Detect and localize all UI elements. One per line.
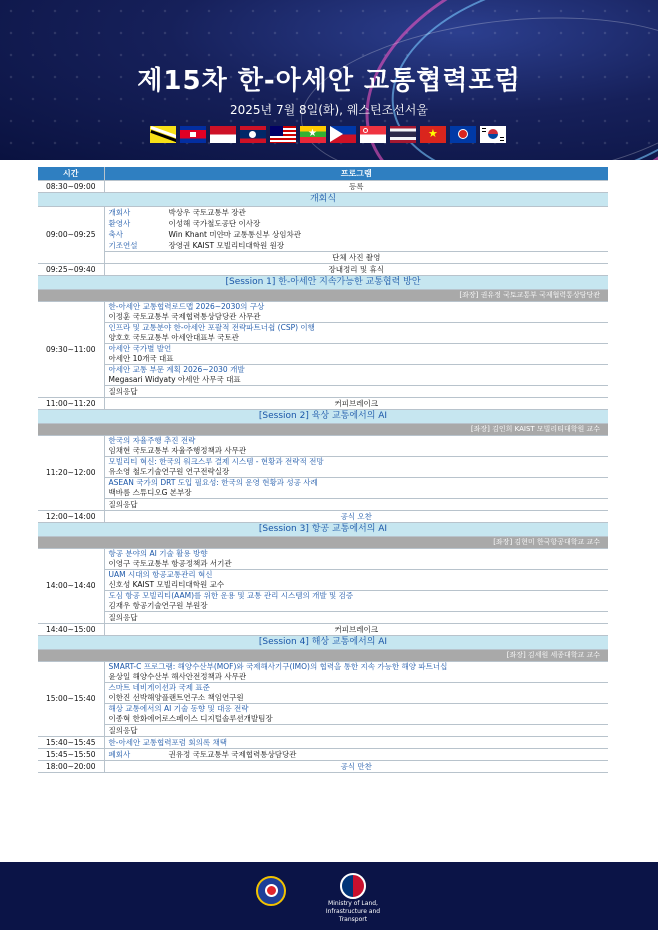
talk-speaker: 김재우 항공기술연구원 부원장 [108,600,208,610]
qa-cell: 질의응답 [104,611,608,623]
philippines-flag-icon [330,126,356,143]
role-person: 이성해 국가철도공단 이사장 [168,218,261,228]
time-cell: 08:30~09:00 [38,180,104,192]
program-cell: 한-아세안 교통협력포럼 회의록 채택 [104,736,608,748]
table-row [38,760,608,772]
time-cell: 09:25~09:40 [38,263,104,275]
talk-speaker: 이정훈 국토교통부 국제협력통상담당관 사무관 [108,311,261,321]
table-row [38,736,608,748]
opening-roles [104,206,608,251]
chair-row [38,649,608,661]
chair-row [38,289,608,301]
session-title: [Session 3] 항공 교통에서의 AI [38,522,608,536]
talk-title: UAM 시대의 항공교통관리 혁신 [108,569,213,579]
talk-item [104,569,608,590]
talk-title: 스마트 네비게이션과 국제 표준 [108,682,210,692]
talk-title: 도심 항공 모빌리티(AAM)를 위한 운용 및 교통 관리 시스템의 개발 및 검증 [108,590,354,600]
table-row [38,748,608,760]
role-line [109,229,605,240]
talk-title: 해상 교통에서의 AI 기술 동향 및 대응 전략 [108,703,249,713]
singapore-flag-icon [360,126,386,143]
talk-title: 모빌리티 혁신: 한국의 워크스루 결제 시스템 - 현황과 전략적 전망 [108,456,324,466]
asean-logo-icon [256,876,286,906]
program-cell: 커피브레이크 [104,397,608,409]
talk-speaker: 윤상일 해양수산부 해사안전정책과 사무관 [108,671,247,681]
session-chair: [좌장] 김세원 세종대학교 교수 [38,649,608,661]
session-header [38,522,608,536]
malaysia-flag-icon [270,126,296,143]
session-header [38,275,608,289]
talk-item [104,682,608,703]
chair-row [38,423,608,435]
time-cell: 18:00~20:00 [38,760,104,772]
thailand-flag-icon [390,126,416,143]
talk-speaker: Megasari Widyaty 아세안 사무국 대표 [108,374,241,384]
talk-title: 아세안 국가별 발언 [108,343,172,353]
role-label: 환영사 [108,218,131,228]
time-cell: 15:45~15:50 [38,748,104,760]
talk-item [104,435,608,456]
role-person: 권유정 국토교통부 국제협력통상담당관 [168,749,297,759]
program-cell: 공식 만찬 [104,760,608,772]
talk-item [104,343,608,364]
chair-row [38,536,608,548]
table-row [38,611,608,623]
time-column-header: 시간 [38,167,104,180]
role-person: 박상우 국토교통부 장관 [168,207,246,217]
session-chair: [좌장] 권유정 국토교통부 국제협력통상담당관 [38,289,608,301]
table-row [38,623,608,635]
session-chair: [좌장] 김현미 한국항공대학교 교수 [38,536,608,548]
schedule-table [38,167,608,773]
laos-flag-icon [240,126,266,143]
time-cell: 11:20~12:00 [38,435,104,510]
table-row [38,703,608,724]
qa-cell: 질의응답 [104,724,608,736]
talk-speaker: 양호호 국토교통부 아세안대표부 국토관 [108,332,239,342]
table-row [38,343,608,364]
myanmar-flag-icon: ★ [300,126,326,143]
page-title: 제15차 한-아세안 교통협력포럼 [137,66,521,96]
table-row [38,385,608,397]
table-row [38,397,608,409]
cambodia-flag-icon [180,126,206,143]
talk-item [104,322,608,343]
table-row [38,498,608,510]
talk-speaker: 이한진 선박해양플랜트연구소 책임연구원 [108,692,244,702]
program-cell: 커피브레이크 [104,623,608,635]
program-cell: 등록 [104,180,608,192]
talk-title: 아세안 교통 부문 계획 2026~2030 개발 [108,364,245,374]
talk-title: 한-아세안 교통협력로드맵 2026~2030의 구상 [108,301,265,311]
asean-flag-icon [450,126,476,143]
talk-item [104,703,608,724]
role-line [109,207,605,218]
talk-speaker: 신호성 KAIST 모빌리티대학원 교수 [108,579,225,589]
table-row [38,263,608,275]
talk-title: 인프라 및 교통분야 한-아세안 포괄적 전략파트너쉽 (CSP) 이행 [108,322,315,332]
talk-item [104,661,608,682]
event-date-venue: 2025년 7월 8일(화), 웨스틴조선서울 [230,103,428,117]
session-header [38,635,608,649]
time-cell: 09:30~11:00 [38,301,104,397]
talk-speaker: 백바름 스튜디오G 본부장 [108,487,192,497]
table-row [38,724,608,736]
talk-title: 한국의 자율주행 추진 전략 [108,435,196,445]
role-label: 기조연설 [108,240,138,250]
talk-item [104,548,608,569]
table-row [38,510,608,522]
time-cell: 15:40~15:45 [38,736,104,748]
talk-speaker: 아세안 10개국 대표 [108,353,174,363]
table-row [38,206,608,251]
role-label: 개회사 [108,207,131,217]
table-row [38,477,608,498]
role-person: 장영권 KAIST 모빌리티대학원 원장 [168,240,285,250]
table-header [38,167,608,180]
talk-speaker: 이종혁 한화에어로스페이스 디지털솔루션개발팀장 [108,713,273,723]
table-row [38,435,608,456]
program-cell: 단체 사진 촬영 [104,251,608,263]
table-row [38,364,608,385]
role-label: 폐회사 [108,749,131,759]
table-row [38,590,608,611]
table-row [38,322,608,343]
talk-title: 항공 분야의 AI 기술 활용 방향 [108,548,208,558]
program-cell [104,748,608,760]
qa-cell: 질의응답 [104,498,608,510]
role-person: Win Khant 미얀마 교통통신부 상임차관 [168,229,302,239]
talk-item [104,364,608,385]
table-row [38,301,608,322]
time-cell: 12:00~14:00 [38,510,104,522]
role-line [109,749,605,760]
time-cell: 09:00~09:25 [38,206,104,263]
program-cell: 장내정리 및 휴식 [104,263,608,275]
table-row [38,569,608,590]
time-cell: 15:00~15:40 [38,661,104,736]
table-row [38,682,608,703]
session-title: [Session 2] 육상 교통에서의 AI [38,409,608,423]
session-title: [Session 4] 해상 교통에서의 AI [38,635,608,649]
talk-speaker: 유소영 철도기술연구원 연구전략실장 [108,466,230,476]
talk-speaker: 이영구 국토교통부 항공정책과 서기관 [108,558,232,568]
talk-speaker: 임채현 국토교통부 자율주행정책과 사무관 [108,445,247,455]
talk-item [104,301,608,322]
talk-title: ASEAN 국가의 DRT 도입 필요성: 한국의 운영 현황과 성공 사례 [108,477,318,487]
talk-title: SMART-C 프로그램: 해양수산부(MOF)와 국제해사기구(IMO)의 협력을 통한 지속 가능한 해양 파트너십 [108,661,448,671]
section-title: 개회식 [38,192,608,206]
indonesia-flag-icon [210,126,236,143]
role-line [109,218,605,229]
talk-item [104,477,608,498]
header-banner [0,0,658,160]
time-cell: 14:40~15:00 [38,623,104,635]
korea-flag-icon [480,126,506,143]
session-header [38,409,608,423]
table-row [38,251,608,263]
session-chair: [좌장] 김인희 KAIST 모빌리티대학원 교수 [38,423,608,435]
program-column-header: 프로그램 [104,167,608,180]
program-cell: 공식 오찬 [104,510,608,522]
molit-logo-icon [340,873,366,899]
session-title: [Session 1] 한-아세안 지속가능한 교통협력 방안 [38,275,608,289]
opening-header [38,192,608,206]
talk-item [104,590,608,611]
role-label: 축사 [108,229,123,239]
table-row [38,456,608,477]
qa-cell: 질의응답 [104,385,608,397]
talk-item [104,456,608,477]
table-row [38,180,608,192]
brunei-flag-icon [150,126,176,143]
flag-row [150,126,510,146]
ministry-name: Ministry of Land, Infrastructure and Transport [325,900,381,923]
time-cell: 11:00~11:20 [38,397,104,409]
table-row [38,548,608,569]
table-row [38,661,608,682]
vietnam-flag-icon: ★ [420,126,446,143]
role-line [109,240,605,251]
time-cell: 14:00~14:40 [38,548,104,623]
